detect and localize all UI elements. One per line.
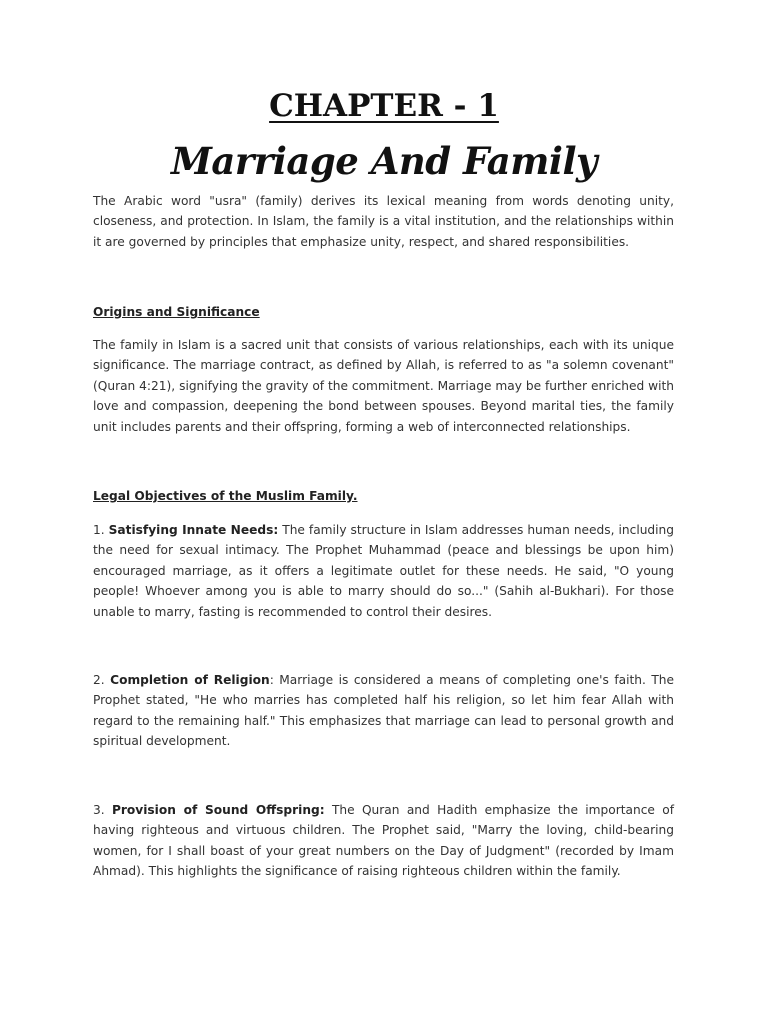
objective-title: Completion of Religion bbox=[110, 673, 270, 687]
objective-title: Provision of Sound Offspring: bbox=[111, 803, 325, 817]
objective-item-2 bbox=[93, 670, 674, 752]
objective-number: 3. bbox=[93, 803, 105, 817]
objective-body: : Marriage is considered a means of completing one's faith. The Prophet stated, "He who marries has completed half his religion, so let him fear Allah with regard to the remaining half." This emphasizes that marriage can lead to personal growth and spiritual development. bbox=[93, 673, 675, 749]
chapter-title: Marriage And Family bbox=[170, 139, 598, 183]
chapter-label: CHAPTER - 1 bbox=[269, 88, 499, 124]
objective-number: 2. bbox=[93, 673, 105, 687]
intro-paragraph: The Arabic word "usra" (family) derives its lexical meaning from words denoting unity, closeness, and protection. In Islam, the family is a vital institution, and the relationships within it are governed by principles that emphasize unity, respect, and shared responsibilities. bbox=[93, 194, 674, 249]
origins-paragraph: The family in Islam is a sacred unit that consists of various relationships, each with its unique significance. The marriage contract, as defined by Allah, is referred to as "a solemn covenant" (Quran 4:21), signifying the gravity of the commitment. Marriage may be further enriched with love and compassion, deepening the bond between spouses. Beyond marital ties, the family unit includes parents and their offspring, forming a web of interconnected relationships. bbox=[93, 338, 674, 434]
objective-body: The Quran and Hadith emphasize the importance of having righteous and virtuous children. The Prophet said, "Marry the loving, child-bearing women, for I shall boast of your great numbers on the Day of Judgment" (recorded by Imam Ahmad). This highlights the significance of raising righteous children within the family. bbox=[93, 803, 675, 879]
objective-body: The family structure in Islam addresses human needs, including the need for sexual intimacy. The Prophet Muhammad (peace and blessings be upon him) encouraged marriage, as it offers a legitimate outlet for these needs. He said, "O young people! Whoever among you is able to marry should do so..." (Sahih al-Bukhari). For those unable to marry, fasting is recommended to control their desires. bbox=[93, 523, 675, 619]
objectives-heading: Legal Objectives of the Muslim Family. bbox=[93, 489, 358, 503]
objective-title: Satisfying Innate Needs: bbox=[108, 523, 279, 537]
origins-heading: Origins and Significance bbox=[93, 305, 260, 319]
objective-item-1 bbox=[93, 520, 674, 622]
objective-item-3 bbox=[93, 800, 674, 882]
objective-number: 1. bbox=[93, 523, 105, 537]
